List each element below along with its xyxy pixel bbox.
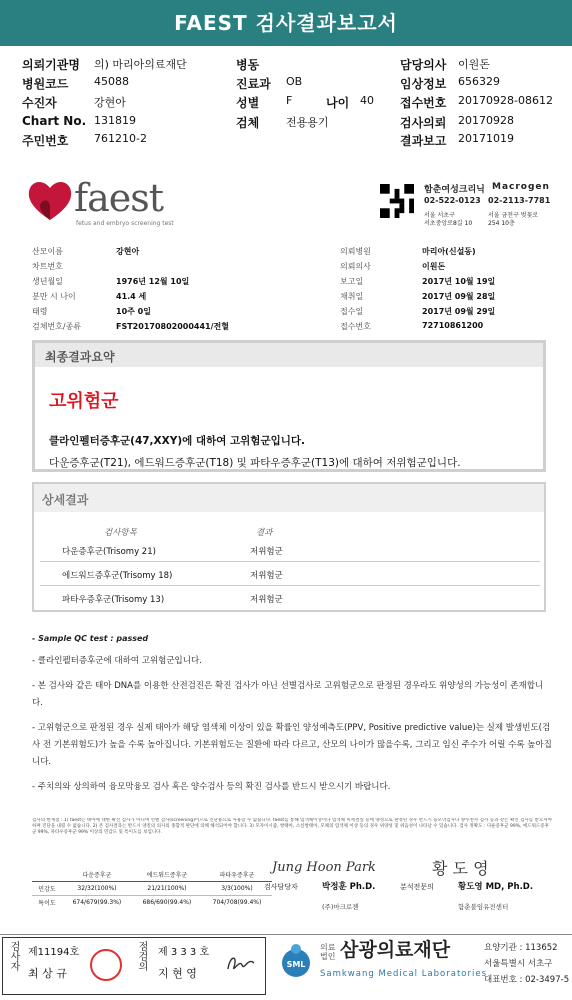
table-row	[40, 588, 540, 610]
patient-label: 의뢰의사	[340, 262, 371, 271]
detail-result: 저위험군	[250, 547, 283, 557]
value-chart-no: 131819	[94, 114, 136, 127]
label-age: 나이	[326, 96, 350, 110]
note-item: - 클라인펠터증후군에 대하여 고위험군입니다.	[32, 656, 202, 666]
value-clinical-info: 656329	[458, 75, 500, 88]
patient-value: 2017년 09월 28일	[422, 292, 496, 301]
patient-value: 2017년 10월 19일	[422, 277, 496, 286]
red-seal-icon	[90, 949, 122, 981]
note-item: - 본 검사와 같은 태아 DNA를 이용한 산전검진은 확진 검사가 아닌 선별검사로 고위험군으로 판정된 경우라도 위양성의 가능성이 존재합니다.	[32, 681, 544, 708]
patient-label: 보고일	[340, 277, 364, 286]
label-receipt-no: 접수번호	[400, 96, 447, 110]
patient-label: 접수일	[340, 307, 364, 316]
patient-value: FST20170802000441/전혈	[116, 322, 229, 331]
accuracy-table	[32, 868, 272, 909]
summary-heading: 최종결과요약	[35, 343, 543, 367]
summary-line-high-risk: 클라인펠터증후군(47,XXY)에 대하여 고위험군입니다.	[49, 435, 306, 447]
value-report-date: 20171019	[458, 132, 514, 145]
signer1-name: 박정훈 Ph.D.	[322, 882, 376, 892]
table-header: 에드워드증후군	[132, 868, 202, 882]
patient-value: 마리아(신설동)	[422, 247, 476, 256]
detail-column-result: 결과	[256, 528, 273, 538]
detail-item: 파타우증후군(Trisomy 13)	[62, 595, 165, 605]
label-request-date: 검사의뢰	[400, 116, 447, 130]
table-row	[40, 564, 540, 586]
faest-tagline: fetus and embryo screening test	[76, 220, 174, 227]
patient-value: 72710861200	[422, 321, 484, 330]
label-ward: 병동	[236, 58, 260, 72]
sml-logo-text: SML	[286, 960, 306, 969]
patient-label: 검체번호/종류	[32, 322, 82, 331]
faest-heart-logo-icon	[24, 176, 76, 224]
footer-label-inspector: 점검의	[136, 941, 147, 971]
value-patient: 강현아	[94, 96, 126, 109]
value-sex: F	[286, 94, 293, 107]
note-item: - 고위험군으로 판정된 경우 실제 태아가 해당 염색체 이상이 있을 확률인 양성예측도(PPV, Positive predictive value)는 실제 발생빈도(검사 전 기본위험도)가 높을 수록 높아집니다. 기본위험도는 질환에 따라 다르고, 산모의 나이가 많을수록, 그리고 임신 주수가 어릴 수록 높아집니다.	[32, 723, 552, 767]
detail-result: 저위험군	[250, 595, 283, 605]
patient-value: 이원돈	[422, 262, 446, 271]
lab1-name: 함춘여성크리닉	[424, 185, 485, 195]
faest-wordmark: faest	[74, 176, 163, 220]
sml-logo-icon	[276, 943, 316, 979]
patient-label: 분만 시 나이	[32, 292, 76, 301]
test-limitations-fine-print: 검사의 한계점 : 1) faest는 태아에 대한 확진 검사가 아니며 선별 검사(screening)이므로 진단용으로 사용할 수 없습니다. faest를 통해 염색체이상이나 염색체 미세결실 등에 양성으로 판정된 경우 반드시 융모막검사나 양수천자 검사 등과 같은 확진 검사를 받으셔야 하며 진단을 내릴 수 없습니다. 2) 본 검사결과는 반드시 양질의 의사의 종합적 판단에 의해 해석되어야 합니다. 3) 모자이시즘, 쌍태아, 소실쌍태아, 모체의 염색체 이상 등의 경우 위양성 및 위음성이 나타날 수 있습니다. 검사 정확도 : 다운증후군 99%, 에드워드증후군 99%, 파타우증후군 99% 이상의 민감도 및 특이도를 보입니다.	[32, 818, 552, 835]
signer2-role: 분석전문의	[400, 883, 434, 891]
patient-label: 접수번호	[340, 322, 371, 331]
detail-heading: 상세결과	[34, 484, 544, 512]
institution-address: 서울특별시 서초구	[484, 959, 553, 969]
value-resident-no: 761210-2	[94, 132, 147, 145]
lab1-address-2: 서초중앙로8길 10	[424, 220, 473, 227]
table-cell: 704/708(99.4%)	[212, 899, 262, 906]
tester-name: 최 상 규	[28, 967, 67, 980]
request-info	[0, 52, 572, 148]
signature-park: Jung Hoon Park	[272, 860, 376, 875]
value-department: OB	[286, 75, 303, 88]
embedded-report-page	[10, 168, 562, 928]
detail-column-item: 검사항목	[104, 528, 137, 538]
footer-label-tester: 검사자	[8, 941, 19, 971]
patient-label: 의뢰병원	[340, 247, 371, 256]
label-patient: 수진자	[22, 96, 57, 110]
label-hospital-code: 병원코드	[22, 77, 69, 91]
value-hospital-code: 45088	[94, 75, 129, 88]
patient-label: 채취일	[340, 292, 364, 301]
table-cell: 특이도	[38, 900, 56, 907]
table-cell: 3/3(100%)	[202, 882, 272, 896]
final-summary-box	[32, 340, 546, 472]
value-age: 40	[360, 94, 374, 107]
detail-results-box	[32, 482, 546, 612]
label-resident-no: 주민번호	[22, 134, 69, 148]
lab2-address-1: 서울 금천구 벚꽃로	[488, 212, 539, 219]
value-request-date: 20170928	[458, 114, 514, 127]
brand-name-en: Samkwang Medical Laboratories	[320, 969, 488, 979]
table-row	[40, 540, 540, 562]
lab1-address-1: 서울 서초구	[424, 212, 455, 219]
table-cell: 674/679(99.3%)	[72, 899, 122, 906]
label-clinical-info: 임상정보	[400, 77, 447, 91]
patient-label: 산모이름	[32, 247, 63, 256]
inspector-name: 지 현 영	[158, 967, 197, 980]
report-notes	[32, 630, 552, 804]
patient-label: 차트번호	[32, 262, 63, 271]
summary-line-low-risk: 다운증후군(T21), 에드워드증후군(T18) 및 파타우증후군(T13)에 대하여 저위험군입니다.	[49, 457, 461, 469]
brand-prefix: 의료법인	[320, 943, 336, 961]
patient-label: 태령	[32, 307, 48, 316]
signer1-org: (주)마크로젠	[322, 903, 359, 911]
value-institution: 의) 마리아의료재단	[94, 58, 187, 71]
table-header: 다운증후군	[62, 868, 132, 882]
patient-value: 강현아	[116, 247, 140, 256]
label-report-date: 결과보고	[400, 134, 447, 148]
signer1-role: 검사담당자	[264, 883, 298, 891]
label-department: 진료과	[236, 77, 271, 91]
value-specimen: 전용용기	[286, 116, 329, 129]
label-institution: 의뢰기관명	[22, 58, 80, 72]
label-specimen: 검체	[236, 116, 260, 130]
lab-footer	[0, 934, 572, 1000]
table-cell: 21/21(100%)	[132, 882, 202, 896]
report-title: FAEST 검사결과보고서	[0, 0, 572, 46]
lab2-phone: 02-2113-7781	[488, 196, 551, 205]
table-cell: 민감도	[32, 882, 62, 896]
sample-qc-status: - Sample QC test : passed	[32, 634, 149, 643]
handwritten-signature-icon	[224, 949, 258, 979]
detail-item: 다운증후군(Trisomy 21)	[62, 547, 156, 557]
table-cell: 32/32(100%)	[62, 882, 132, 896]
detail-result: 저위험군	[250, 571, 283, 581]
table-cell: 686/690(99.4%)	[142, 899, 192, 906]
note-item: - 주치의와 상의하여 융모막융모 검사 혹은 양수검사 등의 확진 검사를 반드시 받으시기 바랍니다.	[32, 782, 391, 792]
lab2-address-2: 254 10층	[488, 220, 515, 227]
table-header	[32, 868, 62, 882]
patient-value: 41.4 세	[116, 292, 147, 301]
signer2-org: 함춘불임유전센터	[458, 903, 509, 911]
label-sex: 성별	[236, 96, 260, 110]
label-chart-no: Chart No.	[22, 114, 87, 128]
patient-value: 2017년 09월 29일	[422, 307, 496, 316]
table-header: 파타우증후군	[202, 868, 272, 882]
detail-item: 에드워드증후군(Trisomy 18)	[62, 571, 173, 581]
label-doctor: 담당의사	[400, 58, 447, 72]
lab2-name: Macrogen	[492, 182, 550, 192]
lab1-phone: 02-522-0123	[424, 196, 481, 205]
value-doctor: 이원돈	[458, 58, 490, 71]
risk-result: 고위험군	[49, 391, 119, 412]
signer2-name: 황도영 MD, Ph.D.	[458, 882, 534, 892]
institution-code: 요양기관 : 113652	[484, 943, 558, 953]
signature-hwang: 황 도 영	[432, 859, 489, 878]
value-receipt-no: 20170928-08612	[458, 94, 553, 107]
institution-phone: 대표번호 : 02-3497-5	[484, 975, 570, 985]
patient-value: 1976년 12월 10일	[116, 277, 190, 286]
tester-license: 제11194호	[28, 947, 80, 958]
patient-label: 생년월일	[32, 277, 63, 286]
patient-value: 10주 0일	[116, 307, 151, 316]
qr-code-icon	[380, 184, 414, 218]
inspector-license: 제 3 3 3 호	[158, 947, 210, 958]
brand-name: 삼광의료재단	[340, 939, 451, 961]
